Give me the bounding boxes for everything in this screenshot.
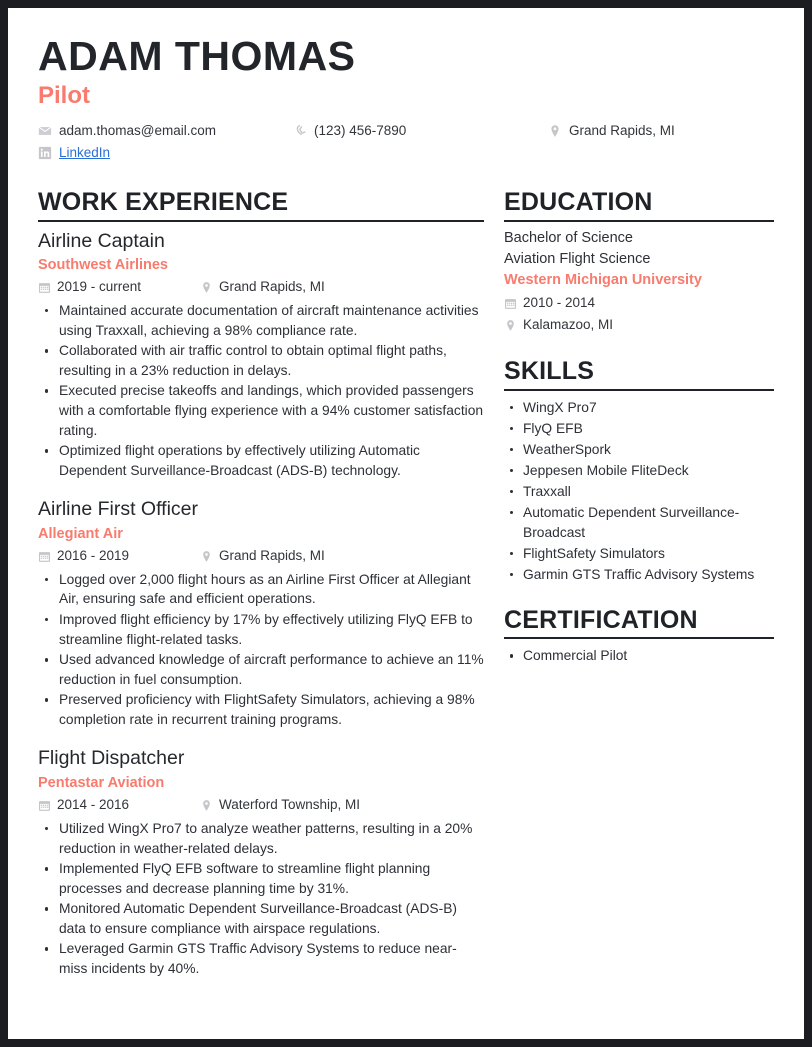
job-title: Airline First Officer — [38, 498, 198, 521]
education-degree: Bachelor of Science — [504, 229, 633, 246]
email-text: adam.thomas@email.com — [59, 122, 217, 138]
certification-list — [504, 646, 774, 666]
phone-icon — [293, 124, 307, 138]
section-work-experience — [38, 189, 484, 979]
job-location — [200, 546, 325, 567]
job-title: Airline Captain — [38, 229, 165, 252]
job-bullet: Used advanced knowledge of aircraft performance to achieve an 11% reduction in fuel consumption. — [38, 650, 484, 689]
job-meta-row — [38, 546, 484, 567]
resume-body — [38, 189, 774, 980]
job-company: Allegiant Air — [38, 525, 123, 542]
skills-list — [504, 398, 774, 585]
education-dates — [504, 293, 595, 314]
job-bullet-list — [38, 570, 484, 730]
job-company: Pentastar Aviation — [38, 774, 165, 791]
work-experience-list — [38, 229, 484, 979]
section-divider — [504, 389, 774, 391]
job-dates-text: 2016 - 2019 — [57, 547, 130, 563]
skill-item: FlyQ EFB — [504, 419, 774, 439]
job-dates-text: 2019 - current — [57, 279, 142, 295]
job-bullet: Improved flight efficiency by 17% by effectively utilizing FlyQ EFB to streamline flight-related tasks. — [38, 610, 484, 649]
calendar-icon — [38, 550, 51, 563]
job-bullet: Utilized WingX Pro7 to analyze weather patterns, resulting in a 20% reduction in weather-related delays. — [38, 819, 484, 858]
certification-item: Commercial Pilot — [504, 646, 774, 666]
job-bullet: Logged over 2,000 flight hours as an Airline First Officer at Allegiant Air, ensuring safe and efficient operations. — [38, 570, 484, 609]
section-skills — [504, 358, 774, 585]
job-bullet: Leveraged Garmin GTS Traffic Advisory Systems to reduce near-miss incidents by 40%. — [38, 939, 484, 978]
education-school: Western Michigan University — [504, 271, 702, 288]
job-bullet: Monitored Automatic Dependent Surveillance-Broadcast (ADS-B) data to ensure compliance with airspace regulations. — [38, 899, 484, 938]
contact-phone — [293, 121, 548, 141]
skill-item: Automatic Dependent Surveillance-Broadcast — [504, 503, 774, 543]
skill-item: Garmin GTS Traffic Advisory Systems — [504, 565, 774, 585]
job-dates — [38, 546, 200, 567]
education-title: EDUCATION — [504, 188, 653, 216]
job-bullet-list — [38, 819, 484, 979]
job-dates — [38, 277, 200, 298]
section-certification — [504, 607, 774, 667]
job-title: Flight Dispatcher — [38, 747, 185, 770]
contact-row-primary — [38, 121, 774, 141]
linkedin-link[interactable]: LinkedIn — [59, 144, 111, 160]
job-location-text: Grand Rapids, MI — [219, 279, 325, 295]
calendar-icon — [504, 297, 517, 310]
job-location — [200, 795, 360, 816]
phone-text: (123) 456-7890 — [314, 122, 407, 138]
contact-linkedin[interactable] — [38, 143, 110, 163]
section-divider — [504, 637, 774, 639]
section-divider — [504, 220, 774, 222]
contact-row-secondary — [38, 143, 774, 163]
education-field: Aviation Flight Science — [504, 250, 651, 267]
section-divider — [38, 220, 484, 222]
contact-location — [548, 121, 675, 141]
calendar-icon — [38, 799, 51, 812]
resume-page — [8, 8, 804, 1039]
skill-item: FlightSafety Simulators — [504, 544, 774, 564]
job-location — [200, 277, 325, 298]
skill-item: Traxxall — [504, 482, 774, 502]
job-meta-row — [38, 795, 484, 816]
skills-title: SKILLS — [504, 357, 595, 386]
right-column — [504, 189, 774, 980]
map-pin-icon — [504, 319, 517, 332]
job-bullet: Collaborated with air traffic control to obtain optimal flight paths, resulting in a 23% reduction in delays. — [38, 341, 484, 380]
linkedin-icon — [38, 146, 52, 160]
section-education — [504, 189, 774, 336]
location-text: Grand Rapids, MI — [569, 122, 675, 138]
job-bullet: Optimized flight operations by effectively utilizing Automatic Dependent Surveillance-Broadcast (ADS-B) technology. — [38, 441, 484, 480]
map-pin-icon — [548, 124, 562, 138]
candidate-role: Pilot — [38, 81, 90, 109]
job-entry — [38, 497, 484, 729]
calendar-icon — [38, 281, 51, 294]
job-bullet: Maintained accurate documentation of aircraft maintenance activities using Traxxall, achieving a 98% compliance rate. — [38, 301, 484, 340]
job-bullet: Implemented FlyQ EFB software to streamline flight planning processes and decrease planning time by 31%. — [38, 859, 484, 898]
job-dates — [38, 795, 200, 816]
skill-item: WingX Pro7 — [504, 398, 774, 418]
work-experience-title: WORK EXPERIENCE — [38, 188, 289, 216]
candidate-name: ADAM THOMAS — [38, 33, 356, 79]
job-entry — [38, 746, 484, 978]
certification-title: CERTIFICATION — [504, 605, 698, 634]
job-location-text: Waterford Township, MI — [219, 797, 361, 813]
envelope-icon — [38, 124, 52, 138]
job-meta-row — [38, 277, 484, 298]
resume-header — [38, 34, 774, 163]
job-entry — [38, 229, 484, 481]
job-dates-text: 2014 - 2016 — [57, 797, 130, 813]
left-column — [38, 189, 504, 980]
skill-item: Jeppesen Mobile FliteDeck — [504, 461, 774, 481]
skill-item: WeatherSpork — [504, 440, 774, 460]
contact-email — [38, 121, 293, 141]
education-location-text: Kalamazoo, MI — [523, 317, 614, 333]
job-bullet: Executed precise takeoffs and landings, which provided passengers with a comfortable flying experience with a 94% customer satisfaction rating. — [38, 381, 484, 440]
job-bullet: Preserved proficiency with FlightSafety Simulators, achieving a 98% completion rate in recurrent training programs. — [38, 690, 484, 729]
job-location-text: Grand Rapids, MI — [219, 547, 325, 563]
education-dates-row — [504, 293, 774, 314]
education-location — [504, 315, 613, 336]
map-pin-icon — [200, 550, 213, 563]
map-pin-icon — [200, 281, 213, 294]
education-dates-text: 2010 - 2014 — [523, 294, 596, 310]
job-bullet-list — [38, 301, 484, 480]
job-company: Southwest Airlines — [38, 256, 168, 273]
map-pin-icon — [200, 799, 213, 812]
education-location-row — [504, 315, 774, 336]
